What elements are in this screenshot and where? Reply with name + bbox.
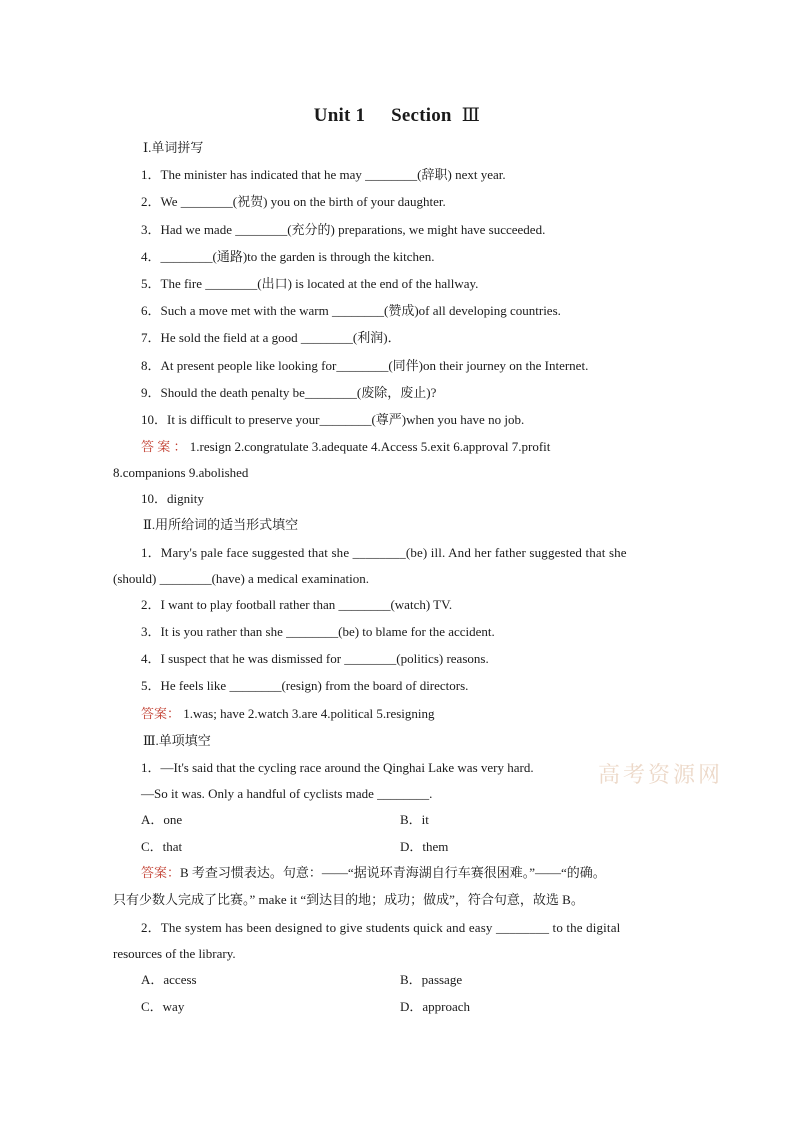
answer-label: 答案：	[141, 865, 181, 880]
part1-item-10: 10．It is difficult to preserve your________(尊严)when you have no job.	[141, 412, 525, 427]
q2-option-a: A．access	[141, 972, 197, 987]
page-title	[0, 104, 794, 127]
q2-option-b: B．passage	[400, 972, 463, 987]
q1-option-c: C．that	[141, 839, 183, 854]
part2-answer	[141, 705, 435, 723]
part1-item-7: 7．He sold the field at a good ________(利润)．	[141, 330, 401, 345]
part1-heading: Ⅰ.单词拼写	[143, 140, 204, 155]
part2-item-1-cont: (should) ________(have) a medical examination.	[113, 571, 369, 586]
q1-answer-line1: B 考查习惯表达。句意：——“据说环青海湖自行车赛很困难。”——“的确。	[180, 865, 606, 880]
part1-item-2: 2．We ________(祝贺) you on the birth of your daughter.	[141, 194, 446, 209]
q1-answer-line2: 只有少数人完成了比赛。” make it “到达目的地；成功；做成”，符合句意，故选 B。	[113, 892, 584, 907]
part1-answer-line2: 8.companions 9.abolished	[113, 465, 249, 480]
part1-item-9: 9．Should the death penalty be________(废除，废止)?	[141, 385, 437, 400]
part3-q1-line2: —So it was. Only a handful of cyclists made ________.	[141, 786, 433, 801]
part3-heading: Ⅲ.单项填空	[143, 733, 211, 748]
watermark: 高考资源网	[598, 763, 724, 788]
part1-item-8: 8．At present people like looking for________(同伴)on their journey on the Internet.	[141, 358, 589, 373]
title-section-number: Ⅲ	[461, 105, 481, 126]
part2-item-3: 3．It is you rather than she ________(be) to blame for the accident.	[141, 624, 495, 639]
part1-item-3: 3．Had we made ________(充分的) preparations, we might have succeeded.	[141, 222, 546, 237]
part1-answer-line3: 10．dignity	[141, 491, 204, 506]
q2-option-c: C．way	[141, 999, 185, 1014]
part2-answer-text: 1.was; have 2.watch 3.are 4.political 5.resigning	[183, 706, 435, 721]
part1-answer	[141, 438, 550, 456]
title-unit: Unit 1	[313, 105, 366, 126]
part3-q1-line1: 1．—It's said that the cycling race around the Qinghai Lake was very hard.	[141, 760, 534, 775]
q1-option-b: B．it	[400, 812, 429, 827]
part1-item-6: 6．Such a move met with the warm ________(赞成)of all developing countries.	[141, 303, 561, 318]
part1-item-4: 4．________(通路)to the garden is through the kitchen.	[141, 249, 435, 264]
part3-q2-line1: 2．The system has been designed to give students quick and easy ________ to the digital	[141, 920, 621, 935]
part3-q2-line2: resources of the library.	[113, 946, 236, 961]
part2-item-4: 4．I suspect that he was dismissed for ________(politics) reasons.	[141, 651, 489, 666]
answer-label: 答 案 ：	[141, 439, 187, 454]
part1-item-1: 1．The minister has indicated that he may ________(辞职) next year.	[141, 167, 506, 182]
title-section: Section	[391, 105, 452, 126]
q1-option-a: A．one	[141, 812, 183, 827]
answer-label: 答案：	[141, 706, 181, 721]
part2-heading: Ⅱ.用所给词的适当形式填空	[143, 517, 299, 532]
part2-item-2: 2．I want to play football rather than ________(watch) TV.	[141, 597, 453, 612]
part1-item-5: 5．The fire ________(出口) is located at the end of the hallway.	[141, 276, 479, 291]
part2-item-1: 1．Mary's pale face suggested that she ________(be) ill. And her father suggested that she	[141, 545, 627, 560]
q1-option-d: D．them	[400, 839, 449, 854]
part1-answer-line1: 1.resign 2.congratulate 3.adequate 4.Access 5.exit 6.approval 7.profit	[189, 439, 551, 454]
q1-answer	[141, 864, 606, 882]
q2-option-d: D．approach	[400, 999, 471, 1014]
part2-item-5: 5．He feels like ________(resign) from the board of directors.	[141, 678, 469, 693]
